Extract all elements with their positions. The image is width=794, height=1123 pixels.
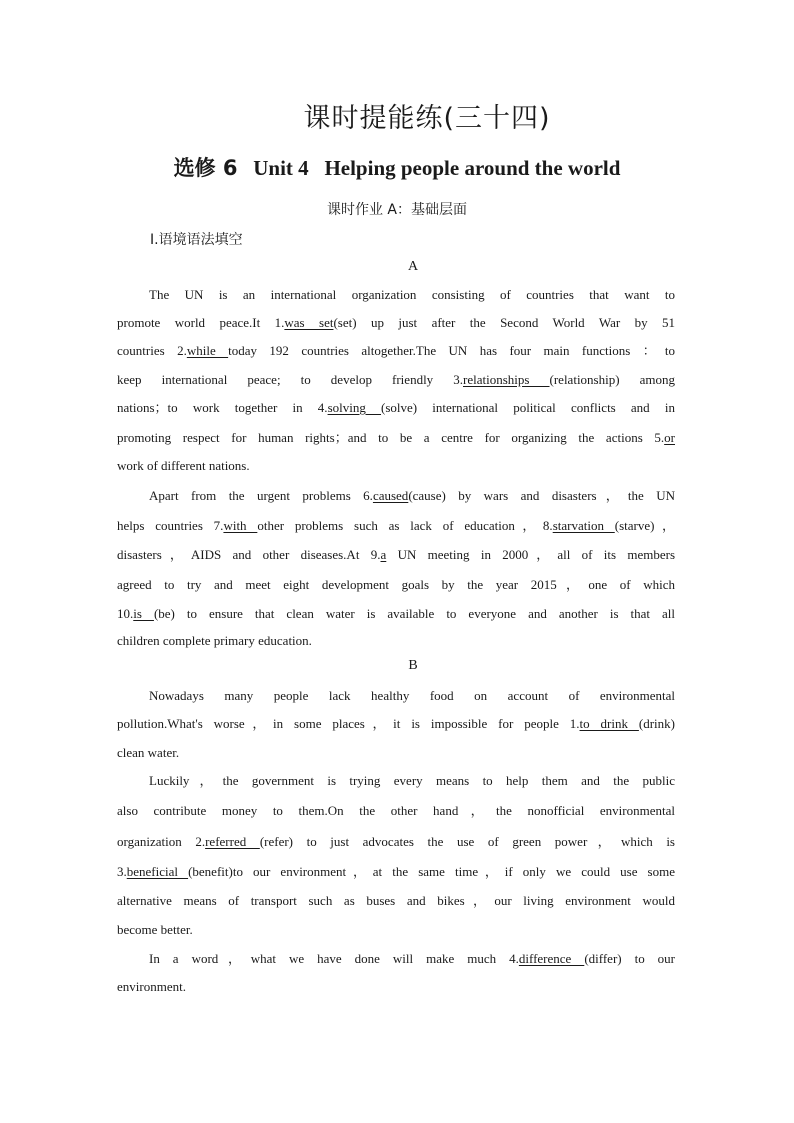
passage-text: promoting respect for human rights；and to be a centre for organizing the actions 5.: [117, 430, 665, 445]
passage-text: (be) to ensure that clean water is available to everyone and another is that all: [153, 606, 676, 621]
passage-text: become better.: [117, 922, 193, 937]
passage-text: keep international peace; to develop friendly 3.: [117, 372, 463, 387]
answer-blank: difference: [518, 951, 585, 966]
passage-text: organization 2.: [117, 834, 206, 849]
level-heading: 课时作业 A：基础层面: [326, 202, 468, 218]
answer-blank: to drink: [579, 716, 639, 731]
passage-text: clean water.: [117, 745, 180, 760]
passage-text: 10.: [117, 606, 134, 621]
module-label: 选修 6: [173, 156, 238, 180]
passage-text: Apart from the urgent problems 6.: [149, 488, 373, 503]
passage-text: Luckily，the government is trying every means to help them and the public: [149, 773, 675, 788]
passage-text: (refer) to just advocates the use of green power，which is: [259, 834, 675, 849]
passage-text: environment.: [117, 979, 186, 994]
passage-text: helps countries 7.: [117, 518, 224, 533]
part-a-letter: A: [407, 259, 419, 274]
answer-blank: was set: [284, 315, 334, 330]
answer-blank: referred: [205, 834, 260, 849]
part-b-line: [149, 687, 675, 705]
passage-text: Nowadays many people lack healthy food on account of environmental: [149, 688, 675, 703]
part-a-line: [117, 632, 675, 650]
passage-text: pollution.What's worse，in some places，it is impossible for people 1.: [117, 716, 580, 731]
part-a-line: [117, 576, 675, 594]
part-b-line: [117, 863, 675, 881]
part-a-line: [117, 314, 675, 332]
answer-blank: relationships: [463, 372, 550, 387]
passage-text: work of different nations.: [117, 458, 250, 473]
part-a-line: [117, 457, 675, 475]
passage-text: (differ) to our: [584, 951, 676, 966]
answer-blank: is: [133, 606, 154, 621]
passage-text: The UN is an international organization consisting of countries that want to: [149, 287, 675, 302]
part-a-line: [117, 342, 675, 360]
passage-text: agreed to try and meet eight development goals by the year 2015，one of which: [117, 577, 675, 592]
passage-text: other problems such as lack of education，8.: [257, 518, 553, 533]
unit-label: Unit 4: [253, 156, 309, 180]
part-a-line: [149, 286, 675, 304]
passage-text: promote world peace.It 1.: [117, 315, 285, 330]
passage-text: (drink): [638, 716, 675, 731]
part-b-line: [149, 772, 675, 790]
answer-blank: with: [223, 518, 258, 533]
part-a-line: [117, 399, 675, 417]
part-a-line: [117, 429, 675, 447]
page-title: 课时提能练(三十四): [303, 103, 551, 134]
passage-text: In a word，what we have done will make much 4.: [149, 951, 519, 966]
section-heading: Ⅰ.语境语法填空: [150, 232, 243, 248]
passage-text: nations；to work together in 4.: [117, 400, 328, 415]
part-b-line: [117, 715, 675, 733]
passage-text: children complete primary education.: [117, 633, 312, 648]
unit-subtitle: [0, 152, 794, 182]
part-b-line: [117, 892, 675, 910]
part-a-line: [117, 371, 675, 389]
answer-blank: while: [186, 343, 229, 358]
passage-text: alternative means of transport such as buses and bikes，our living environment would: [117, 893, 675, 908]
part-a-line: [117, 605, 675, 623]
part-b-line: [117, 744, 675, 762]
passage-text: also contribute money to them.On the other hand，the nonofficial environmental: [117, 803, 675, 818]
part-b-line: [117, 978, 675, 996]
passage-text: (set) up just after the Second World War by 51: [333, 315, 675, 330]
part-a-line: [149, 487, 675, 505]
passage-text: (starve)，: [614, 518, 675, 533]
part-a-line: [117, 517, 675, 535]
part-b-line: [149, 950, 675, 968]
answer-blank: beneficial: [126, 864, 189, 879]
passage-text: (benefit)to our environment，at the same time，if only we could use some: [188, 864, 675, 879]
passage-text: (relationship) among: [549, 372, 675, 387]
part-b-line: [117, 802, 675, 820]
passage-text: 3.: [117, 864, 127, 879]
passage-text: countries 2.: [117, 343, 187, 358]
answer-blank: or: [664, 430, 675, 445]
part-b-line: [117, 833, 675, 851]
part-a-line: [117, 546, 675, 564]
topic-label: Helping people around the world: [324, 156, 621, 180]
passage-text: (solve) international political conflicts and in: [381, 400, 675, 415]
part-b-letter: B: [408, 658, 418, 673]
answer-blank: a: [380, 547, 387, 562]
passage-text: (cause) by wars and disasters，the UN: [408, 488, 675, 503]
answer-blank: starvation: [552, 518, 615, 533]
passage-text: disasters，AIDS and other diseases.At 9.: [117, 547, 381, 562]
part-b-line: [117, 921, 675, 939]
passage-text: UN meeting in 2000，all of its members: [386, 547, 676, 562]
passage-text: today 192 countries altogether.The UN has four main functions ：to: [228, 343, 675, 358]
answer-blank: caused: [372, 488, 409, 503]
answer-blank: solving: [327, 400, 382, 415]
